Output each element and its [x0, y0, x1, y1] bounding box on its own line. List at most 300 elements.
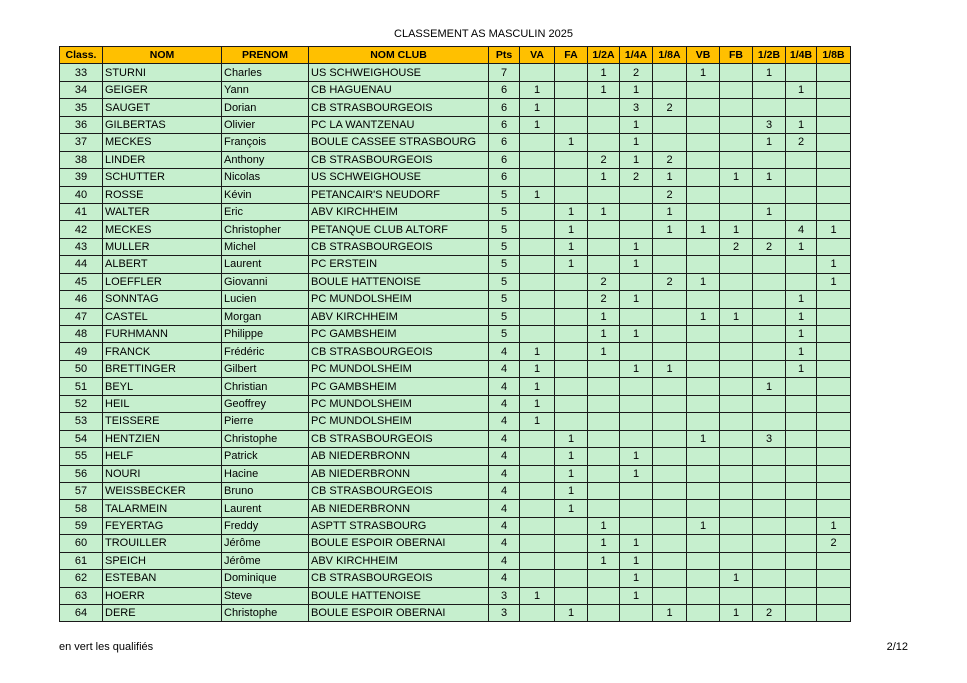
table-cell: [720, 134, 753, 151]
table-cell: 1: [620, 552, 653, 569]
table-cell: 1: [588, 535, 620, 552]
table-cell: 1: [620, 116, 653, 133]
table-cell: ROSSE: [103, 186, 222, 203]
table-cell: [720, 273, 753, 290]
table-cell: [817, 134, 851, 151]
table-cell: [817, 587, 851, 604]
table-cell: 3: [753, 116, 786, 133]
table-cell: [687, 395, 720, 412]
table-cell: 1: [720, 308, 753, 325]
table-cell: [588, 134, 620, 151]
table-cell: 1: [786, 308, 817, 325]
table-cell: WALTER: [103, 203, 222, 220]
table-row: [60, 343, 851, 360]
table-cell: [520, 238, 555, 255]
table-cell: FEYERTAG: [103, 517, 222, 534]
table-cell: [786, 64, 817, 81]
table-cell: US SCHWEIGHOUSE: [309, 169, 489, 186]
table-cell: 1: [555, 203, 588, 220]
table-row: [60, 587, 851, 604]
table-cell: [817, 378, 851, 395]
table-cell: [555, 308, 588, 325]
table-cell: [687, 134, 720, 151]
column-header: 1/4A: [620, 47, 653, 64]
table-cell: [687, 256, 720, 273]
table-cell: [786, 378, 817, 395]
table-cell: [687, 605, 720, 622]
table-cell: 1: [720, 605, 753, 622]
table-cell: [817, 64, 851, 81]
table-cell: CB STRASBOURGEOIS: [309, 99, 489, 116]
table-cell: [720, 378, 753, 395]
table-cell: 1: [786, 343, 817, 360]
table-cell: [753, 535, 786, 552]
table-cell: GEIGER: [103, 81, 222, 98]
table-cell: PC LA WANTZENAU: [309, 116, 489, 133]
table-cell: 4: [489, 517, 520, 534]
table-row: [60, 500, 851, 517]
table-cell: [753, 326, 786, 343]
table-cell: 1: [720, 570, 753, 587]
table-cell: [620, 605, 653, 622]
table-cell: 1: [653, 169, 687, 186]
table-cell: [720, 116, 753, 133]
table-cell: [653, 570, 687, 587]
table-cell: 1: [520, 99, 555, 116]
table-cell: [817, 448, 851, 465]
table-cell: 1: [653, 605, 687, 622]
table-cell: 1: [620, 587, 653, 604]
table-cell: [555, 343, 588, 360]
table-cell: 45: [60, 273, 103, 290]
table-cell: 4: [489, 552, 520, 569]
table-cell: [653, 517, 687, 534]
table-cell: [720, 81, 753, 98]
table-cell: [817, 81, 851, 98]
table-cell: [588, 500, 620, 517]
table-row: [60, 81, 851, 98]
table-cell: CASTEL: [103, 308, 222, 325]
table-cell: 3: [620, 99, 653, 116]
table-cell: [753, 448, 786, 465]
table-row: [60, 430, 851, 447]
table-cell: 5: [489, 186, 520, 203]
table-row: [60, 308, 851, 325]
table-cell: Dominique: [222, 570, 309, 587]
table-cell: 5: [489, 221, 520, 238]
table-row: [60, 291, 851, 308]
table-cell: 1: [620, 360, 653, 377]
table-cell: [555, 326, 588, 343]
table-cell: 42: [60, 221, 103, 238]
table-cell: [720, 99, 753, 116]
table-cell: GILBERTAS: [103, 116, 222, 133]
table-cell: 2: [753, 605, 786, 622]
table-cell: 1: [588, 343, 620, 360]
table-cell: 1: [620, 134, 653, 151]
table-cell: [786, 535, 817, 552]
table-cell: CB STRASBOURGEOIS: [309, 430, 489, 447]
table-cell: [555, 517, 588, 534]
table-cell: 3: [753, 430, 786, 447]
table-cell: [720, 517, 753, 534]
table-cell: LINDER: [103, 151, 222, 168]
table-cell: [817, 360, 851, 377]
table-cell: 43: [60, 238, 103, 255]
table-cell: [720, 448, 753, 465]
table-cell: CB STRASBOURGEOIS: [309, 482, 489, 499]
table-cell: 5: [489, 308, 520, 325]
table-row: [60, 238, 851, 255]
table-cell: BOULE ESPOIR OBERNAI: [309, 535, 489, 552]
table-cell: [786, 413, 817, 430]
table-cell: 4: [786, 221, 817, 238]
table-cell: CB STRASBOURGEOIS: [309, 238, 489, 255]
table-cell: 1: [786, 238, 817, 255]
table-cell: 1: [620, 326, 653, 343]
table-cell: [653, 413, 687, 430]
table-cell: [817, 308, 851, 325]
table-row: [60, 360, 851, 377]
table-row: [60, 203, 851, 220]
table-cell: [653, 465, 687, 482]
table-cell: [786, 465, 817, 482]
table-cell: [588, 413, 620, 430]
table-cell: François: [222, 134, 309, 151]
table-cell: ABV KIRCHHEIM: [309, 203, 489, 220]
table-cell: [653, 552, 687, 569]
table-cell: [620, 186, 653, 203]
column-header: PRENOM: [222, 47, 309, 64]
table-cell: [753, 570, 786, 587]
table-cell: 1: [588, 308, 620, 325]
table-row: [60, 273, 851, 290]
table-cell: [817, 570, 851, 587]
table-cell: [720, 203, 753, 220]
table-cell: [653, 448, 687, 465]
table-cell: [653, 291, 687, 308]
table-cell: MECKES: [103, 134, 222, 151]
table-cell: [786, 605, 817, 622]
table-cell: 2: [620, 64, 653, 81]
table-cell: 1: [687, 64, 720, 81]
table-cell: [588, 378, 620, 395]
table-cell: [687, 186, 720, 203]
table-cell: [520, 169, 555, 186]
table-cell: 64: [60, 605, 103, 622]
table-cell: [555, 81, 588, 98]
table-cell: 5: [489, 273, 520, 290]
table-cell: 4: [489, 535, 520, 552]
table-cell: [520, 482, 555, 499]
table-cell: [520, 605, 555, 622]
table-cell: [753, 500, 786, 517]
table-row: [60, 465, 851, 482]
table-cell: [817, 326, 851, 343]
table-cell: Morgan: [222, 308, 309, 325]
table-cell: [720, 360, 753, 377]
table-cell: [753, 552, 786, 569]
table-cell: [817, 151, 851, 168]
table-cell: [687, 291, 720, 308]
table-cell: 1: [555, 430, 588, 447]
table-cell: PC MUNDOLSHEIM: [309, 291, 489, 308]
table-cell: BOULE HATTENOISE: [309, 587, 489, 604]
table-cell: [687, 151, 720, 168]
table-cell: [653, 482, 687, 499]
table-cell: [753, 482, 786, 499]
table-cell: WEISSBECKER: [103, 482, 222, 499]
table-cell: Gilbert: [222, 360, 309, 377]
table-cell: [555, 273, 588, 290]
table-cell: 2: [588, 273, 620, 290]
table-cell: [817, 500, 851, 517]
table-cell: [620, 413, 653, 430]
table-cell: [786, 482, 817, 499]
table-cell: 46: [60, 291, 103, 308]
table-cell: Bruno: [222, 482, 309, 499]
table-cell: AB NIEDERBRONN: [309, 500, 489, 517]
table-cell: 1: [753, 169, 786, 186]
table-cell: Laurent: [222, 500, 309, 517]
table-cell: [786, 151, 817, 168]
table-row: [60, 116, 851, 133]
table-cell: 1: [687, 517, 720, 534]
table-body: [60, 64, 851, 622]
table-cell: [687, 413, 720, 430]
table-cell: [588, 221, 620, 238]
table-cell: 34: [60, 81, 103, 98]
table-cell: [687, 203, 720, 220]
table-cell: [753, 273, 786, 290]
table-cell: [653, 326, 687, 343]
table-cell: [817, 430, 851, 447]
table-cell: [555, 587, 588, 604]
table-row: [60, 535, 851, 552]
table-cell: [555, 64, 588, 81]
table-cell: [720, 343, 753, 360]
table-cell: 58: [60, 500, 103, 517]
table-cell: [720, 500, 753, 517]
table-cell: 57: [60, 482, 103, 499]
table-cell: [817, 291, 851, 308]
table-cell: CB STRASBOURGEOIS: [309, 151, 489, 168]
table-cell: 51: [60, 378, 103, 395]
table-cell: 52: [60, 395, 103, 412]
table-cell: 56: [60, 465, 103, 482]
table-cell: [653, 308, 687, 325]
table-cell: [620, 395, 653, 412]
table-cell: 5: [489, 326, 520, 343]
table-cell: [687, 238, 720, 255]
table-cell: [753, 256, 786, 273]
table-cell: [687, 343, 720, 360]
table-cell: 2: [653, 99, 687, 116]
table-cell: [753, 343, 786, 360]
table-cell: [753, 308, 786, 325]
table-cell: [588, 186, 620, 203]
table-cell: 2: [817, 535, 851, 552]
table-cell: 1: [520, 395, 555, 412]
table-cell: [817, 169, 851, 186]
table-cell: 63: [60, 587, 103, 604]
table-cell: 4: [489, 500, 520, 517]
table-cell: [786, 430, 817, 447]
table-cell: SCHUTTER: [103, 169, 222, 186]
table-cell: 1: [555, 465, 588, 482]
table-cell: [588, 360, 620, 377]
table-cell: [720, 256, 753, 273]
table-row: [60, 151, 851, 168]
table-cell: [753, 517, 786, 534]
table-cell: [720, 535, 753, 552]
table-cell: HELF: [103, 448, 222, 465]
table-cell: [720, 64, 753, 81]
table-cell: [786, 587, 817, 604]
table-cell: BOULE HATTENOISE: [309, 273, 489, 290]
table-cell: 4: [489, 465, 520, 482]
table-cell: [588, 587, 620, 604]
table-cell: PETANCAIR'S NEUDORF: [309, 186, 489, 203]
table-cell: [588, 395, 620, 412]
table-cell: Dorian: [222, 99, 309, 116]
table-cell: 55: [60, 448, 103, 465]
table-cell: [555, 552, 588, 569]
table-cell: [520, 500, 555, 517]
table-cell: [720, 395, 753, 412]
table-cell: [620, 430, 653, 447]
table-cell: [817, 343, 851, 360]
table-cell: 59: [60, 517, 103, 534]
table-row: [60, 517, 851, 534]
table-cell: 4: [489, 343, 520, 360]
table-cell: SPEICH: [103, 552, 222, 569]
table-cell: 1: [588, 552, 620, 569]
table-cell: 1: [620, 238, 653, 255]
table-cell: [687, 465, 720, 482]
table-cell: 1: [687, 308, 720, 325]
table-cell: 2: [786, 134, 817, 151]
column-header: FA: [555, 47, 588, 64]
table-cell: 1: [817, 517, 851, 534]
table-cell: Christophe: [222, 605, 309, 622]
table-cell: [520, 64, 555, 81]
table-cell: [753, 360, 786, 377]
table-row: [60, 326, 851, 343]
table-cell: [520, 465, 555, 482]
table-cell: 1: [555, 500, 588, 517]
table-cell: [786, 186, 817, 203]
table-cell: 4: [489, 430, 520, 447]
table-row: [60, 413, 851, 430]
table-cell: [588, 482, 620, 499]
table-cell: 1: [555, 221, 588, 238]
table-cell: [520, 273, 555, 290]
table-cell: [786, 448, 817, 465]
table-cell: 6: [489, 169, 520, 186]
table-cell: 1: [520, 116, 555, 133]
column-header: VB: [687, 47, 720, 64]
table-cell: [687, 482, 720, 499]
table-cell: US SCHWEIGHOUSE: [309, 64, 489, 81]
table-cell: [653, 81, 687, 98]
column-header: VA: [520, 47, 555, 64]
table-cell: [620, 221, 653, 238]
table-cell: Eric: [222, 203, 309, 220]
table-cell: [520, 517, 555, 534]
table-cell: MECKES: [103, 221, 222, 238]
table-cell: 44: [60, 256, 103, 273]
table-cell: [817, 605, 851, 622]
table-cell: 1: [520, 378, 555, 395]
table-cell: [817, 99, 851, 116]
table-cell: Lucien: [222, 291, 309, 308]
table-cell: Kévin: [222, 186, 309, 203]
table-cell: 1: [588, 81, 620, 98]
table-cell: Jérôme: [222, 535, 309, 552]
table-cell: 6: [489, 81, 520, 98]
table-cell: [687, 552, 720, 569]
table-cell: HOERR: [103, 587, 222, 604]
table-cell: 1: [520, 343, 555, 360]
table-cell: [753, 186, 786, 203]
table-row: [60, 448, 851, 465]
table-cell: [653, 395, 687, 412]
table-cell: [520, 221, 555, 238]
table-cell: FRANCK: [103, 343, 222, 360]
table-cell: Anthony: [222, 151, 309, 168]
table-cell: SAUGET: [103, 99, 222, 116]
table-cell: 4: [489, 360, 520, 377]
table-cell: 48: [60, 326, 103, 343]
table-cell: 60: [60, 535, 103, 552]
table-cell: 2: [588, 151, 620, 168]
table-row: [60, 221, 851, 238]
legend-note: en vert les qualifiés: [59, 641, 154, 653]
table-row: [60, 134, 851, 151]
table-cell: [786, 169, 817, 186]
table-cell: PC GAMBSHEIM: [309, 378, 489, 395]
table-cell: 4: [489, 413, 520, 430]
table-cell: [520, 291, 555, 308]
table-cell: [520, 552, 555, 569]
table-cell: [620, 308, 653, 325]
table-cell: TROUILLER: [103, 535, 222, 552]
table-cell: Jérôme: [222, 552, 309, 569]
table-cell: 1: [620, 570, 653, 587]
table-cell: 4: [489, 448, 520, 465]
table-cell: 47: [60, 308, 103, 325]
table-cell: [720, 552, 753, 569]
table-cell: [720, 151, 753, 168]
table-cell: 1: [555, 238, 588, 255]
table-cell: 49: [60, 343, 103, 360]
table-cell: [620, 273, 653, 290]
table-cell: [520, 151, 555, 168]
table-cell: [687, 169, 720, 186]
table-row: [60, 395, 851, 412]
table-cell: 1: [817, 256, 851, 273]
table-cell: [588, 99, 620, 116]
table-cell: MULLER: [103, 238, 222, 255]
table-cell: 1: [687, 430, 720, 447]
table-cell: [620, 203, 653, 220]
table-cell: [520, 308, 555, 325]
table-cell: [720, 430, 753, 447]
table-cell: 1: [786, 116, 817, 133]
table-cell: 1: [620, 448, 653, 465]
table-cell: BEYL: [103, 378, 222, 395]
